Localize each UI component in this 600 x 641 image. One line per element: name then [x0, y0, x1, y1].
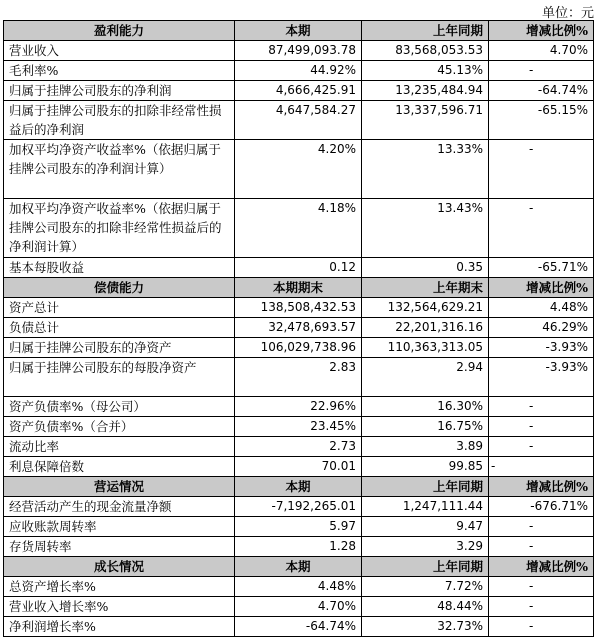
table-row: [4, 577, 594, 597]
change-value: -: [489, 437, 594, 457]
table-row: [4, 457, 594, 477]
change-value: -: [489, 517, 594, 537]
table-row: [4, 417, 594, 437]
header-cell: 本期: [235, 557, 362, 577]
header-cell: 上年期末: [362, 278, 489, 298]
current-value: 2.73: [235, 437, 362, 457]
previous-value: 110,363,313.05: [362, 338, 489, 358]
financial-table: [3, 20, 594, 637]
table-row: [4, 437, 594, 457]
table-row: [4, 617, 594, 637]
change-value: -: [489, 617, 594, 637]
header-cell: 增减比例%: [489, 557, 594, 577]
row-label: 归属于挂牌公司股东的每股净资产: [4, 358, 235, 397]
header-cell: 增减比例%: [489, 21, 594, 41]
current-value: -7,192,265.01: [235, 497, 362, 517]
current-value: 23.45%: [235, 417, 362, 437]
previous-value: 13,337,596.71: [362, 101, 489, 140]
section-header-operations: [4, 477, 594, 497]
row-label: 资产负债率%（合并）: [4, 417, 235, 437]
change-value: -3.93%: [489, 358, 594, 397]
header-cell: 上年同期: [362, 477, 489, 497]
row-label: 归属于挂牌公司股东的净利润: [4, 81, 235, 101]
table-row: [4, 358, 594, 397]
change-value: -: [489, 597, 594, 617]
change-value: 4.70%: [489, 41, 594, 61]
current-value: 70.01: [235, 457, 362, 477]
table-row: [4, 140, 594, 199]
previous-value: 9.47: [362, 517, 489, 537]
row-label: 归属于挂牌公司股东的扣除非经常性损益后的净利润: [4, 101, 235, 140]
row-label: 毛利率%: [4, 61, 235, 81]
header-cell: 本期: [235, 477, 362, 497]
change-value: 46.29%: [489, 318, 594, 338]
header-cell: 增减比例%: [489, 278, 594, 298]
header-cell: 偿债能力: [4, 278, 235, 298]
table-row: [4, 318, 594, 338]
table-row: [4, 61, 594, 81]
row-label: 流动比率: [4, 437, 235, 457]
current-value: 5.97: [235, 517, 362, 537]
row-label: 营业收入: [4, 41, 235, 61]
row-label: 利息保障倍数: [4, 457, 235, 477]
table-row: [4, 258, 594, 278]
change-value: -: [489, 457, 594, 477]
previous-value: 48.44%: [362, 597, 489, 617]
previous-value: 22,201,316.16: [362, 318, 489, 338]
previous-value: 16.30%: [362, 397, 489, 417]
change-value: -: [489, 577, 594, 597]
change-value: -65.71%: [489, 258, 594, 278]
previous-value: 0.35: [362, 258, 489, 278]
row-label: 应收账款周转率: [4, 517, 235, 537]
table-row: [4, 101, 594, 140]
unit-label: 单位：元: [541, 6, 594, 21]
change-value: -65.15%: [489, 101, 594, 140]
change-value: -3.93%: [489, 338, 594, 358]
change-value: -64.74%: [489, 81, 594, 101]
change-value: -: [489, 537, 594, 557]
current-value: 4.48%: [235, 577, 362, 597]
current-value: 4.18%: [235, 199, 362, 258]
change-value: -: [489, 61, 594, 81]
table-row: [4, 597, 594, 617]
previous-value: 16.75%: [362, 417, 489, 437]
header-cell: 成长情况: [4, 557, 235, 577]
change-value: -676.71%: [489, 497, 594, 517]
current-value: 2.83: [235, 358, 362, 397]
table-row: [4, 497, 594, 517]
previous-value: 132,564,629.21: [362, 298, 489, 318]
current-value: 4,647,584.27: [235, 101, 362, 140]
change-value: -: [489, 397, 594, 417]
current-value: 22.96%: [235, 397, 362, 417]
row-label: 净利润增长率%: [4, 617, 235, 637]
row-label: 负债总计: [4, 318, 235, 338]
previous-value: 32.73%: [362, 617, 489, 637]
change-value: -: [489, 140, 594, 199]
current-value: -64.74%: [235, 617, 362, 637]
section-header-growth: [4, 557, 594, 577]
header-cell: 上年同期: [362, 21, 489, 41]
current-value: 0.12: [235, 258, 362, 278]
table-row: [4, 537, 594, 557]
current-value: 4.20%: [235, 140, 362, 199]
previous-value: 13,235,484.94: [362, 81, 489, 101]
section-header-solvency: [4, 278, 594, 298]
section-header-profitability: [4, 21, 594, 41]
previous-value: 99.85: [362, 457, 489, 477]
previous-value: 13.33%: [362, 140, 489, 199]
current-value: 138,508,432.53: [235, 298, 362, 318]
row-label: 存货周转率: [4, 537, 235, 557]
table-row: [4, 338, 594, 358]
previous-value: 45.13%: [362, 61, 489, 81]
current-value: 44.92%: [235, 61, 362, 81]
change-value: 4.48%: [489, 298, 594, 318]
row-label: 营业收入增长率%: [4, 597, 235, 617]
current-value: 87,499,093.78: [235, 41, 362, 61]
previous-value: 3.89: [362, 437, 489, 457]
current-value: 4,666,425.91: [235, 81, 362, 101]
header-cell: 本期: [235, 21, 362, 41]
row-label: 基本每股收益: [4, 258, 235, 278]
row-label: 归属于挂牌公司股东的净资产: [4, 338, 235, 358]
row-label: 加权平均净资产收益率%（依据归属于挂牌公司股东的扣除非经常性损益后的净利润计算）: [4, 199, 235, 258]
table-row: [4, 397, 594, 417]
table-row: [4, 298, 594, 318]
previous-value: 3.29: [362, 537, 489, 557]
previous-value: 1,247,111.44: [362, 497, 489, 517]
change-value: -: [489, 199, 594, 258]
current-value: 4.70%: [235, 597, 362, 617]
header-cell: 增减比例%: [489, 477, 594, 497]
header-cell: 上年同期: [362, 557, 489, 577]
current-value: 1.28: [235, 537, 362, 557]
header-cell: 盈利能力: [4, 21, 235, 41]
previous-value: 2.94: [362, 358, 489, 397]
row-label: 资产负债率%（母公司）: [4, 397, 235, 417]
previous-value: 83,568,053.53: [362, 41, 489, 61]
table-row: [4, 517, 594, 537]
table-row: [4, 41, 594, 61]
header-cell: 本期期末: [235, 278, 362, 298]
change-value: -: [489, 417, 594, 437]
previous-value: 7.72%: [362, 577, 489, 597]
row-label: 总资产增长率%: [4, 577, 235, 597]
table-row: [4, 81, 594, 101]
current-value: 106,029,738.96: [235, 338, 362, 358]
table-row: [4, 199, 594, 258]
previous-value: 13.43%: [362, 199, 489, 258]
row-label: 加权平均净资产收益率%（依据归属于挂牌公司股东的净利润计算）: [4, 140, 235, 199]
row-label: 经营活动产生的现金流量净额: [4, 497, 235, 517]
header-cell: 营运情况: [4, 477, 235, 497]
current-value: 32,478,693.57: [235, 318, 362, 338]
row-label: 资产总计: [4, 298, 235, 318]
